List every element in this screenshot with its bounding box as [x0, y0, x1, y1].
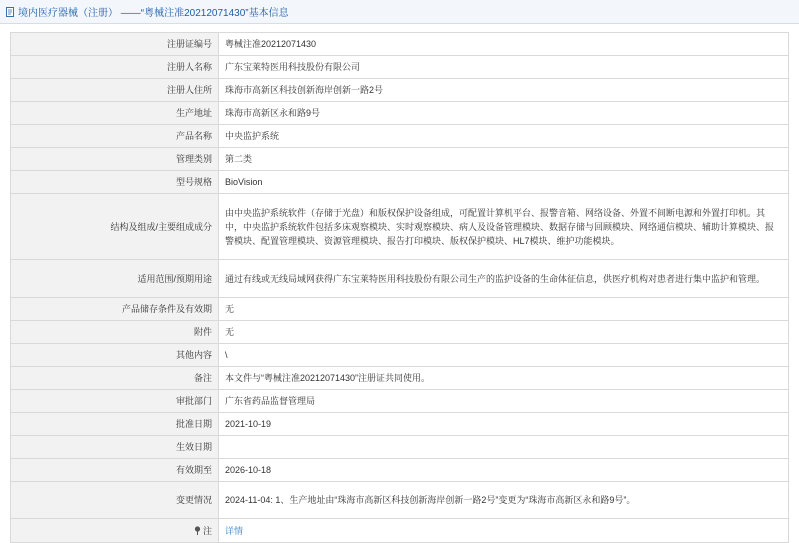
field-label: 管理类别 — [11, 148, 219, 171]
page-header — [0, 0, 799, 24]
field-value: 2024-11-04: 1、生产地址由“珠海市高新区科技创新海岸创新一路2号”变更为“珠海市高新区永和路9号”。 — [219, 482, 789, 519]
field-label: 批准日期 — [11, 413, 219, 436]
field-value: 本文件与“粤械注准20212071430”注册证共同使用。 — [219, 367, 789, 390]
details-link[interactable]: 详情 — [225, 525, 244, 536]
table-row — [11, 194, 789, 260]
field-label — [11, 519, 219, 543]
pin-icon — [194, 526, 201, 535]
field-value: 无 — [219, 298, 789, 321]
field-label: 注册人住所 — [11, 79, 219, 102]
field-value — [219, 436, 789, 459]
table-row — [11, 344, 789, 367]
field-value: 2021-10-19 — [219, 413, 789, 436]
field-value: BioVision — [219, 171, 789, 194]
field-label: 备注 — [11, 367, 219, 390]
field-label: 产品名称 — [11, 125, 219, 148]
field-value: 由中央监护系统软件（存储于光盘）和版权保护设备组成，可配置计算机平台、报警音箱、网络设备、外置不间断电源和外置打印机。其中，中央监护系统软件包括多床观察模块、实时观察模块、病人及设备管理模块、数据存储与回顾模块、网络通信模块、辅助计算模块、报警模块、配置管理模块、资源管理模块、报告打印模块、版权保护模块、HL7模块、维护功能模块。 — [219, 194, 789, 260]
table-row — [11, 298, 789, 321]
field-value: 珠海市高新区科技创新海岸创新一路2号 — [219, 79, 789, 102]
table-row — [11, 519, 789, 543]
field-label: 有效期至 — [11, 459, 219, 482]
field-value: \ — [219, 344, 789, 367]
field-label: 其他内容 — [11, 344, 219, 367]
field-label: 审批部门 — [11, 390, 219, 413]
field-value: 粤械注准20212071430 — [219, 33, 789, 56]
field-value: 无 — [219, 321, 789, 344]
field-value: 2026-10-18 — [219, 459, 789, 482]
field-value: 广东省药品监督管理局 — [219, 390, 789, 413]
field-value: 第二类 — [219, 148, 789, 171]
table-row — [11, 260, 789, 298]
table-row — [11, 148, 789, 171]
info-table — [10, 32, 789, 543]
document-icon — [6, 7, 14, 17]
field-label: 生产地址 — [11, 102, 219, 125]
table-row — [11, 413, 789, 436]
page-title: 境内医疗器械（注册） ——“粤械注准20212071430”基本信息 — [18, 8, 289, 19]
field-label: 注册证编号 — [11, 33, 219, 56]
table-row — [11, 390, 789, 413]
table-row — [11, 79, 789, 102]
field-label: 变更情况 — [11, 482, 219, 519]
field-label: 型号规格 — [11, 171, 219, 194]
field-label: 结构及组成/主要组成成分 — [11, 194, 219, 260]
table-row — [11, 56, 789, 79]
table-row — [11, 102, 789, 125]
field-label: 产品储存条件及有效期 — [11, 298, 219, 321]
field-label: 注册人名称 — [11, 56, 219, 79]
note-label: 注 — [202, 525, 212, 536]
field-value: 中央监护系统 — [219, 125, 789, 148]
table-row — [11, 482, 789, 519]
field-value: 广东宝莱特医用科技股份有限公司 — [219, 56, 789, 79]
table-row — [11, 459, 789, 482]
table-row — [11, 33, 789, 56]
field-value: 通过有线或无线局域网获得广东宝莱特医用科技股份有限公司生产的监护设备的生命体征信息，供医疗机构对患者进行集中监护和管理。 — [219, 260, 789, 298]
table-row — [11, 171, 789, 194]
field-value — [219, 519, 789, 543]
table-row — [11, 125, 789, 148]
table-row — [11, 367, 789, 390]
table-row — [11, 321, 789, 344]
field-label: 生效日期 — [11, 436, 219, 459]
field-label: 附件 — [11, 321, 219, 344]
table-row — [11, 436, 789, 459]
field-value: 珠海市高新区永和路9号 — [219, 102, 789, 125]
field-label: 适用范围/预期用途 — [11, 260, 219, 298]
